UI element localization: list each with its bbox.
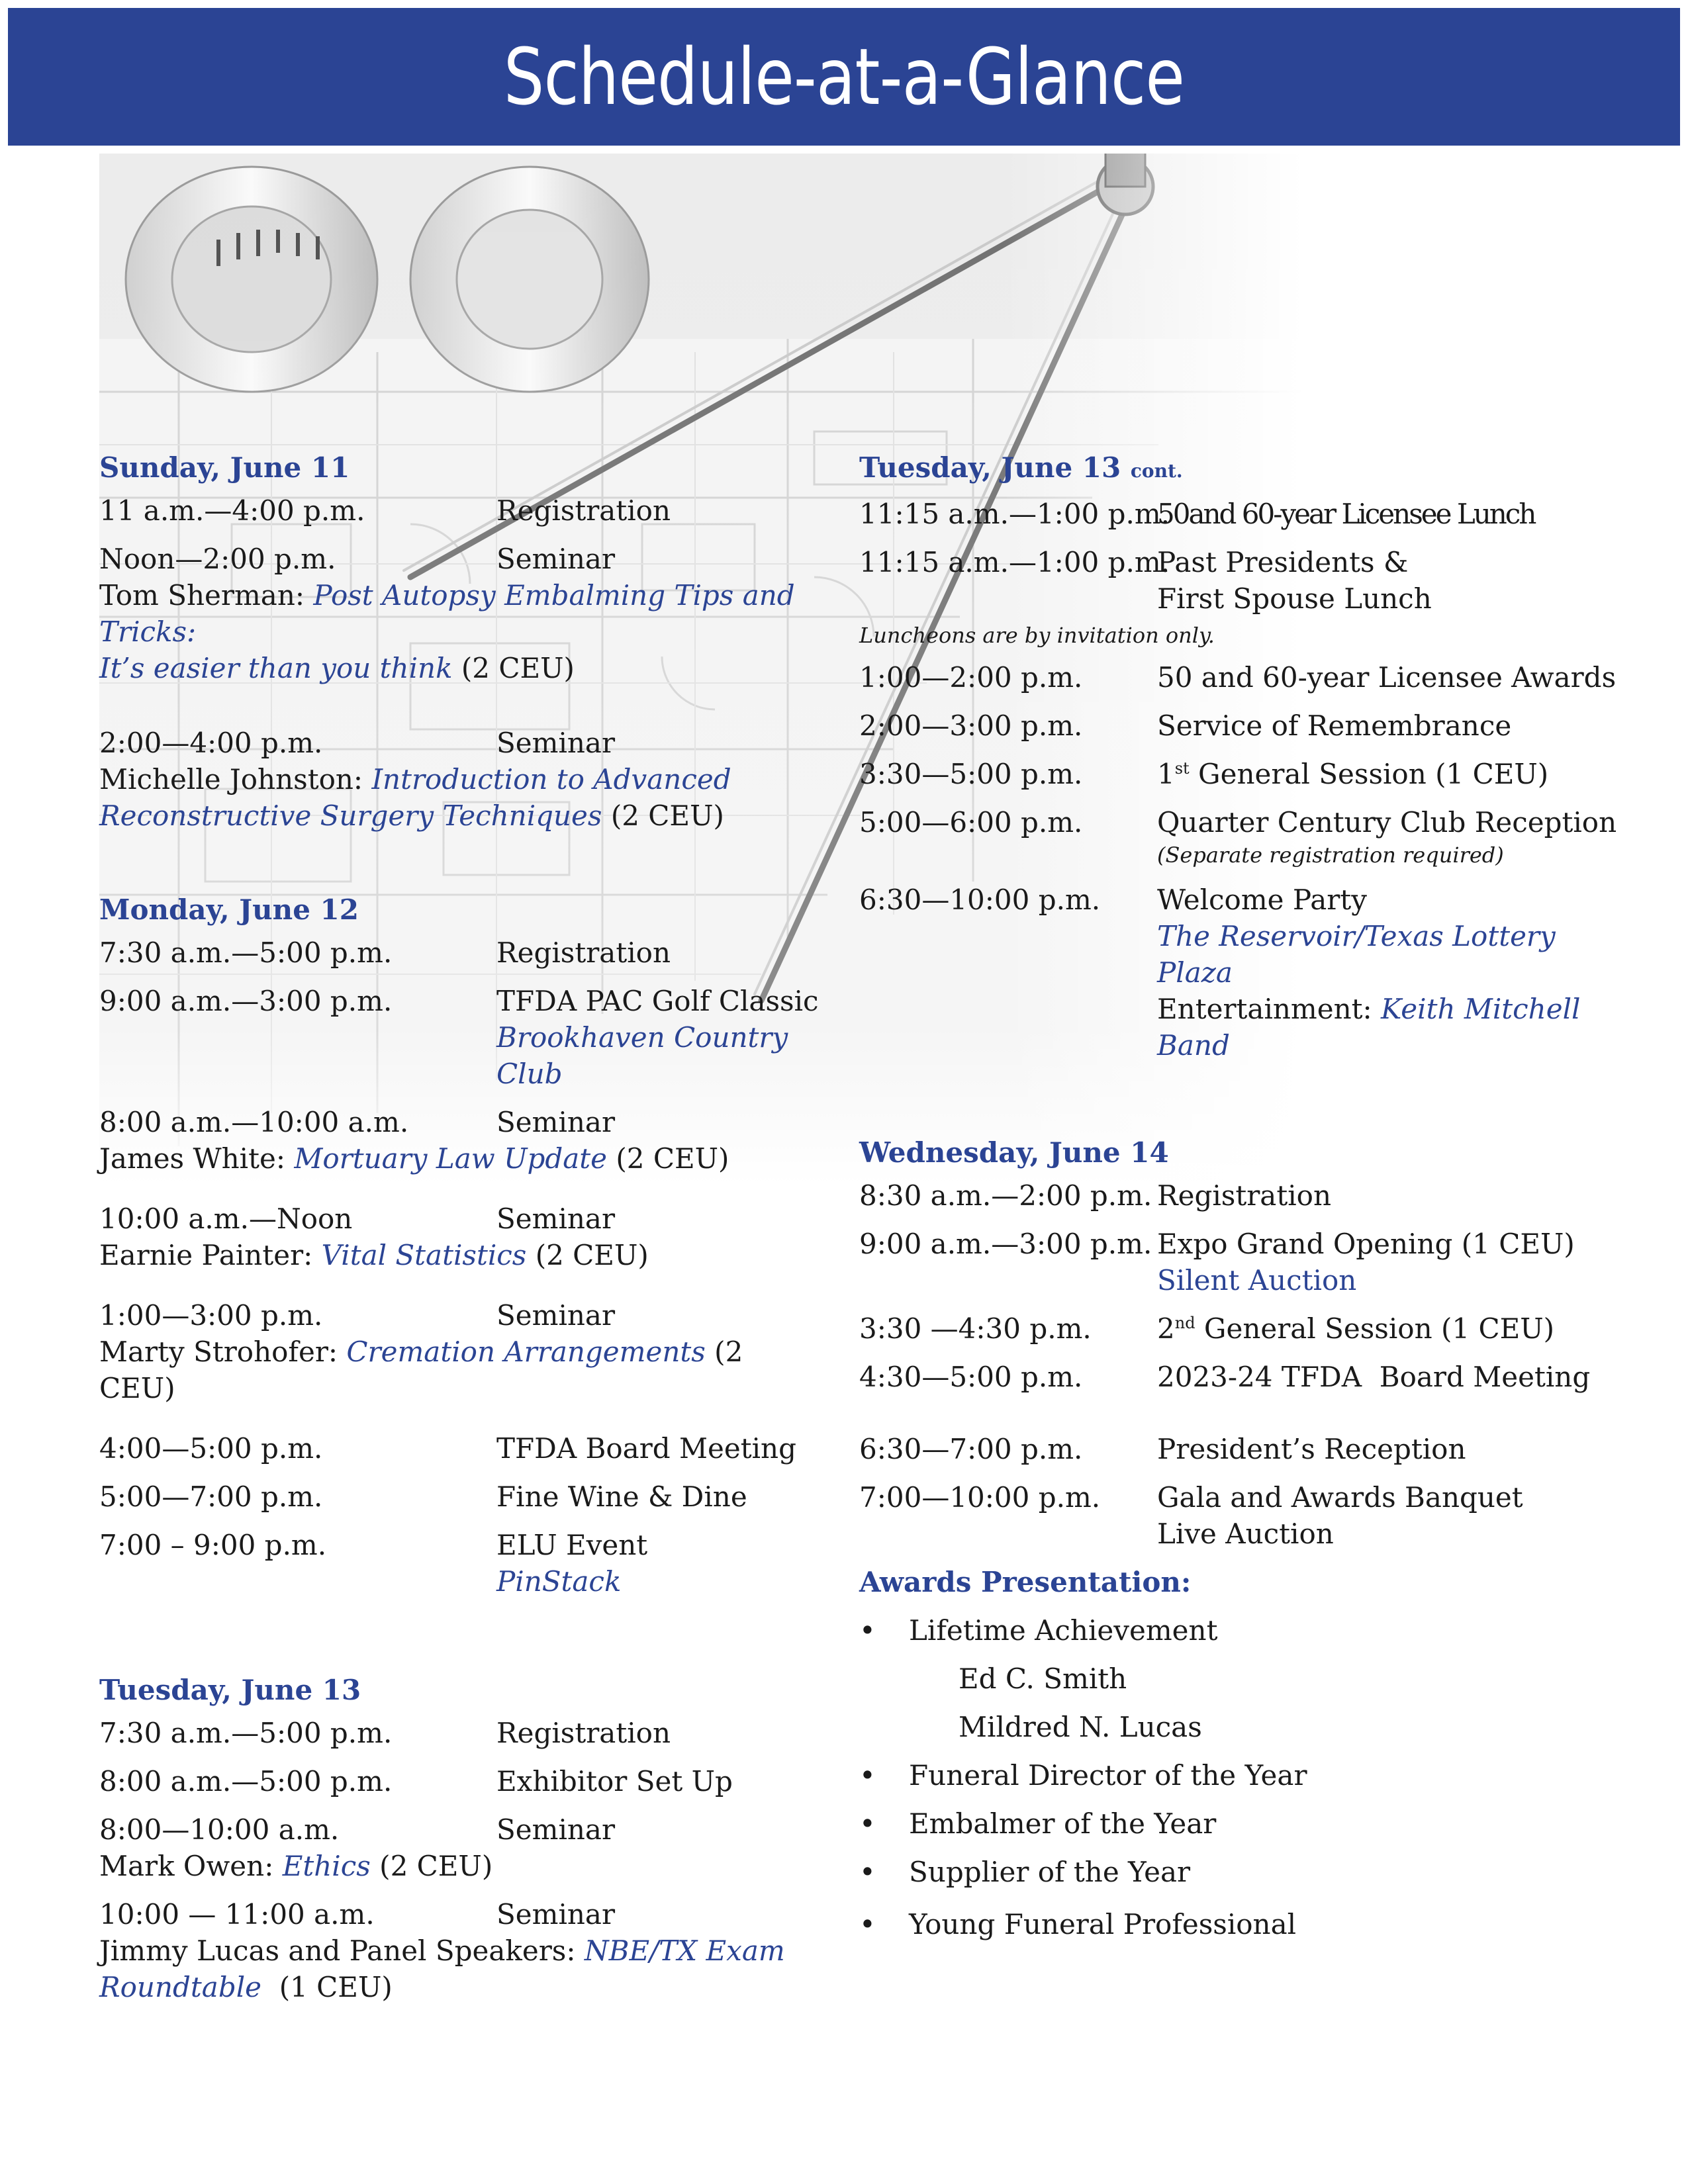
seminar-detail — [99, 1140, 827, 1177]
row-event: Service of Remembrance — [1157, 709, 1512, 742]
row-time: 7:30 a.m.—5:00 p.m. — [99, 936, 393, 969]
ceu-credit: (2 CEU) — [370, 1850, 493, 1882]
bullet-icon: • — [859, 1908, 876, 1940]
ordinal-number: 2 — [1157, 1312, 1175, 1345]
schedule-row — [99, 1104, 827, 1177]
schedule-row — [99, 725, 827, 834]
seminar-detail — [99, 577, 827, 686]
event-name: General Session (1 CEU) — [1189, 758, 1549, 790]
schedule-row — [859, 804, 1620, 870]
seminar-topic: Post Autopsy Embalming Tips and Tricks: — [99, 579, 795, 648]
awards-section — [859, 1564, 1620, 1942]
schedule-row — [859, 882, 1620, 1064]
event-name: First Spouse Lunch — [1157, 582, 1432, 615]
seminar-detail — [99, 1848, 827, 1884]
row-time: 8:00—10:00 a.m. — [99, 1813, 340, 1846]
schedule-row — [859, 544, 1620, 617]
row-event — [496, 983, 827, 1092]
ceu-credit: (2 CEU) — [99, 1336, 743, 1404]
event-name: Gala and Awards Banquet — [1157, 1481, 1523, 1514]
ordinal-suffix: nd — [1174, 1314, 1196, 1332]
page-title: Schedule-at-a-Glance — [503, 31, 1185, 122]
event-venue: The Reservoir/Texas Lottery Plaza — [1157, 920, 1556, 989]
row-event: 50and 60-year Licensee Lunch — [1157, 498, 1535, 530]
row-time: 1:00—2:00 p.m. — [859, 661, 1083, 694]
row-event: Exhibitor Set Up — [496, 1765, 733, 1797]
left-column — [99, 450, 827, 2017]
event-sub: Live Auction — [1157, 1518, 1334, 1550]
schedule-row — [99, 1763, 827, 1799]
speaker-name: Tom Sherman: — [99, 579, 314, 612]
row-time: 8:00 a.m.—10:00 a.m. — [99, 1106, 409, 1138]
award-item — [859, 1757, 1620, 1794]
tuesday-cont-section — [859, 450, 1620, 1064]
bullet-icon: • — [859, 1614, 876, 1647]
seminar-topic: Reconstructive Surgery Techniques — [99, 799, 602, 832]
row-time: 1:00—3:00 p.m. — [99, 1299, 323, 1332]
schedule-row — [99, 983, 827, 1092]
ceu-credit: (2 CEU) — [452, 652, 575, 684]
row-time: 3:30—5:00 p.m. — [859, 758, 1083, 790]
awards-heading: Awards Presentation: — [859, 1566, 1192, 1598]
seminar-detail — [99, 1237, 827, 1273]
row-event: Registration — [1157, 1179, 1331, 1212]
event-venue: PinStack — [496, 1565, 622, 1598]
tuesday-heading: Tuesday, June 13 — [99, 1674, 361, 1706]
schedule-row — [859, 1226, 1620, 1298]
schedule-row — [99, 1479, 827, 1515]
award-name: Embalmer of the Year — [909, 1807, 1217, 1840]
seminar-topic: Introduction to Advanced — [371, 763, 731, 796]
ordinal-number: 1 — [1157, 758, 1175, 790]
row-event — [1157, 1310, 1620, 1347]
seminar-topic: Roundtable — [99, 1971, 261, 2003]
row-time: 11:15 a.m.—1:00 p.m. — [859, 546, 1170, 578]
seminar-detail — [99, 1933, 827, 2005]
row-event: Seminar — [496, 1106, 616, 1138]
row-event: Seminar — [496, 543, 616, 575]
seminar-detail — [99, 761, 827, 834]
award-item — [859, 1805, 1620, 1842]
row-event — [1157, 544, 1620, 617]
invitation-note: Luncheons are by invitation only. — [859, 623, 1215, 648]
speaker-name: Michelle Johnston: — [99, 763, 372, 796]
seminar-topic: Vital Statistics — [321, 1239, 527, 1271]
row-time: 6:30—10:00 p.m. — [859, 884, 1101, 916]
row-event: Registration — [496, 1717, 671, 1749]
bullet-icon: • — [859, 1856, 876, 1888]
schedule-row — [859, 1177, 1620, 1214]
ceu-credit: (1 CEU) — [261, 1971, 393, 2003]
seminar-topic: It’s easier than you think — [99, 652, 453, 684]
ordinal-suffix: st — [1174, 759, 1190, 778]
schedule-row — [859, 707, 1620, 744]
row-time: 8:00 a.m.—5:00 p.m. — [99, 1765, 393, 1797]
schedule-row — [859, 756, 1620, 792]
schedule-row — [99, 1430, 827, 1467]
event-name: Expo Grand Opening (1 CEU) — [1157, 1228, 1575, 1260]
row-event: TFDA Board Meeting — [496, 1432, 796, 1465]
schedule-row — [859, 1310, 1620, 1347]
row-time: 3:30 —4:30 p.m. — [859, 1312, 1092, 1345]
speaker-name: Mark Owen: — [99, 1850, 283, 1882]
award-winner: Mildred N. Lucas — [959, 1711, 1202, 1743]
event-name: Past Presidents & — [1157, 546, 1409, 578]
award-item — [859, 1854, 1620, 1890]
seminar-detail — [99, 1334, 827, 1406]
seminar-topic: NBE/TX Exam — [584, 1934, 785, 1967]
entertainment-label: Entertainment: — [1157, 993, 1382, 1025]
row-event: Registration — [496, 494, 671, 527]
row-event: 50 and 60-year Licensee Awards — [1157, 661, 1617, 694]
event-sub: Silent Auction — [1157, 1264, 1357, 1297]
schedule-row — [859, 1479, 1620, 1552]
row-time: 8:30 a.m.—2:00 p.m. — [859, 1179, 1152, 1212]
wednesday-section — [859, 1135, 1620, 1552]
event-name: General Session (1 CEU) — [1195, 1312, 1555, 1345]
row-event — [1157, 756, 1620, 792]
speaker-name: Earnie Painter: — [99, 1239, 322, 1271]
row-time: 7:30 a.m.—5:00 p.m. — [99, 1717, 393, 1749]
row-event — [1157, 1479, 1620, 1552]
bullet-icon: • — [859, 1759, 876, 1792]
schedule-row — [99, 1527, 827, 1600]
wednesday-heading: Wednesday, June 14 — [859, 1136, 1169, 1169]
row-time: 7:00 – 9:00 p.m. — [99, 1529, 327, 1561]
registration-note: (Separate registration required) — [1157, 842, 1504, 868]
schedule-row — [859, 659, 1620, 696]
schedule-row — [99, 1811, 827, 1884]
event-name: Quarter Century Club Reception — [1157, 806, 1617, 839]
sunday-section — [99, 450, 827, 834]
seminar-topic: Ethics — [282, 1850, 371, 1882]
award-name: Lifetime Achievement — [909, 1614, 1218, 1647]
row-event — [1157, 882, 1620, 1064]
row-time: 6:30—7:00 p.m. — [859, 1433, 1083, 1465]
schedule-row — [859, 1431, 1620, 1467]
tuesday-cont-heading — [859, 450, 1620, 489]
speaker-name: Jimmy Lucas and Panel Speakers: — [99, 1934, 585, 1967]
row-event — [1157, 804, 1620, 870]
row-event: Fine Wine & Dine — [496, 1480, 747, 1513]
row-time: 10:00 — 11:00 a.m. — [99, 1898, 375, 1931]
right-column — [859, 450, 1620, 1954]
heading-cont: cont. — [1130, 460, 1183, 482]
seminar-topic: Cremation Arrangements — [346, 1336, 706, 1368]
row-time: 7:00—10:00 p.m. — [859, 1481, 1101, 1514]
row-time: 4:00—5:00 p.m. — [99, 1432, 323, 1465]
row-event — [1157, 1226, 1620, 1298]
ceu-credit: (2 CEU) — [526, 1239, 649, 1271]
schedule-row — [859, 496, 1620, 532]
row-time: 9:00 a.m.—3:00 p.m. — [859, 1228, 1152, 1260]
entertainment-act: Keith Mitchell Band — [1157, 993, 1581, 1062]
award-name: Supplier of the Year — [909, 1856, 1191, 1888]
schedule-row — [99, 1201, 827, 1273]
row-event — [496, 1527, 827, 1600]
row-time: 2:00—3:00 p.m. — [859, 709, 1083, 742]
monday-heading: Monday, June 12 — [99, 893, 359, 926]
row-event: Seminar — [496, 1898, 616, 1931]
row-event: Seminar — [496, 727, 616, 759]
entertainment-line — [1157, 991, 1620, 1064]
award-item — [859, 1906, 1620, 1942]
event-name: TFDA PAC Golf Classic — [496, 985, 819, 1017]
row-time: 4:30—5:00 p.m. — [859, 1361, 1083, 1393]
heading-text: Tuesday, June 13 — [859, 451, 1121, 484]
schedule-row — [99, 541, 827, 686]
bullet-icon: • — [859, 1807, 876, 1840]
schedule-row — [859, 1359, 1620, 1395]
awards-list — [859, 1612, 1620, 1942]
seminar-topic: Mortuary Law Update — [294, 1142, 608, 1175]
schedule-row — [99, 1715, 827, 1751]
schedule-row — [99, 1896, 827, 2005]
row-event: 2023-24 TFDA Board Meeting — [1157, 1361, 1591, 1393]
row-time: 10:00 a.m.—Noon — [99, 1203, 353, 1235]
row-event: Seminar — [496, 1813, 616, 1846]
award-item — [859, 1612, 1620, 1745]
row-event: President’s Reception — [1157, 1433, 1466, 1465]
event-venue: Brookhaven Country Club — [496, 1021, 788, 1090]
row-time: 11 a.m.—4:00 p.m. — [99, 494, 365, 527]
row-time: 11:15 a.m.—1:00 p.m. — [859, 498, 1170, 530]
row-event: Seminar — [496, 1203, 616, 1235]
tuesday-section — [99, 1672, 827, 2005]
speaker-name: Marty Strohofer: — [99, 1336, 347, 1368]
row-time: 5:00—7:00 p.m. — [99, 1480, 323, 1513]
speaker-name: James White: — [99, 1142, 295, 1175]
event-name: ELU Event — [496, 1529, 648, 1561]
row-event: Seminar — [496, 1299, 616, 1332]
row-time: Noon—2:00 p.m. — [99, 543, 336, 575]
schedule-row — [99, 1297, 827, 1406]
row-event: Registration — [496, 936, 671, 969]
award-winner: Ed C. Smith — [959, 1662, 1127, 1695]
row-time: 5:00—6:00 p.m. — [859, 806, 1083, 839]
ceu-credit: (2 CEU) — [602, 799, 724, 832]
award-name: Funeral Director of the Year — [909, 1759, 1307, 1792]
schedule-row — [99, 934, 827, 971]
sunday-heading: Sunday, June 11 — [99, 451, 350, 484]
row-time: 2:00—4:00 p.m. — [99, 727, 323, 759]
event-name: Welcome Party — [1157, 884, 1367, 916]
monday-section — [99, 892, 827, 1600]
header-banner — [8, 8, 1680, 146]
row-time: 9:00 a.m.—3:00 p.m. — [99, 985, 393, 1017]
schedule-row — [99, 492, 827, 529]
ceu-credit: (2 CEU) — [607, 1142, 729, 1175]
award-name: Young Funeral Professional — [909, 1908, 1297, 1940]
